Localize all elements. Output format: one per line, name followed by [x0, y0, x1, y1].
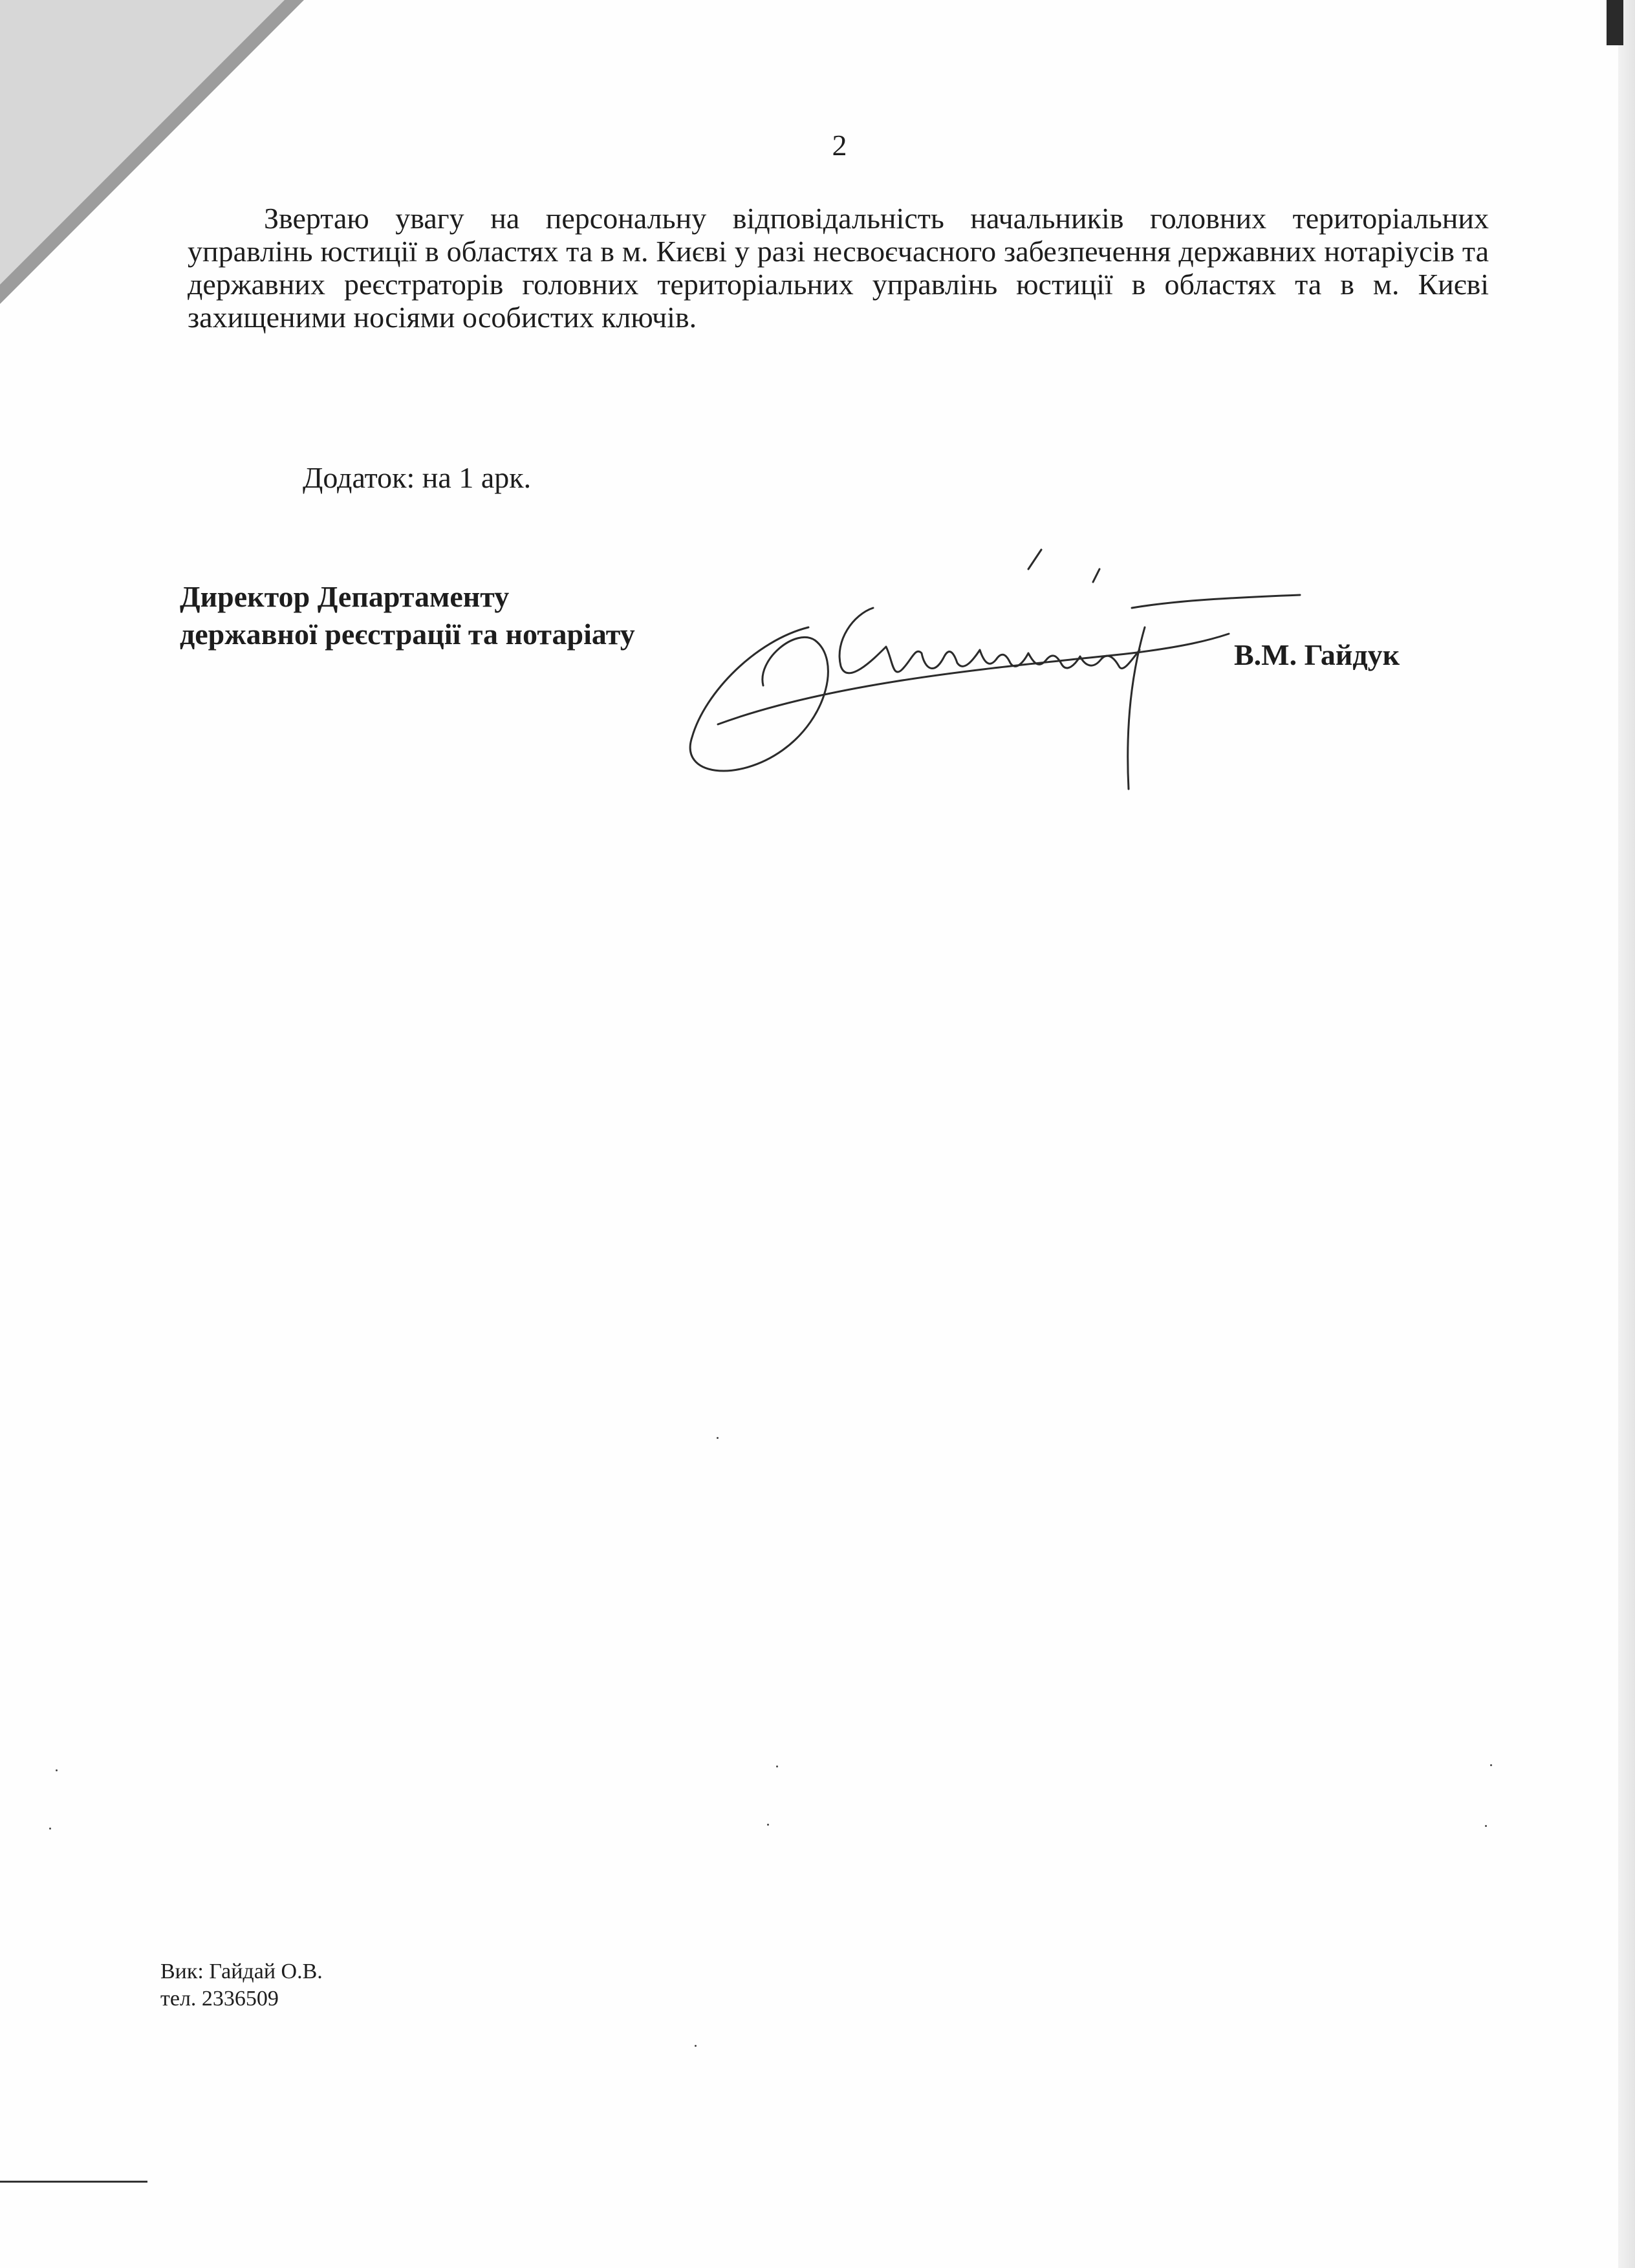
page-edge-shadow: [1618, 0, 1635, 2268]
scan-speck: [767, 1824, 769, 1826]
scan-speck: [56, 1769, 58, 1771]
scan-speck: [776, 1766, 778, 1767]
executor-phone: тел. 2336509: [160, 1987, 279, 2011]
scan-speck: [695, 2045, 697, 2047]
signer-title: [180, 578, 635, 653]
signer-title-line-2: державної реєстрації та нотаріату: [180, 618, 635, 651]
body-paragraph: Звертаю увагу на персональну відповідальність начальників головних територіальних управлінь юстиції в областях та в м. Києві у разі несвоєчасного забезпечення державних нотаріусів та державних реєстраторів головних територіальних управлінь юстиції в областях та в м. Києві захищеними носіями особистих ключів.: [188, 202, 1489, 334]
scan-speck: [717, 1437, 719, 1439]
signer-name: В.М. Гайдук: [1234, 638, 1400, 671]
footer-divider: [0, 2181, 147, 2183]
handwritten-signature: [679, 530, 1326, 802]
scan-speck: [1490, 1764, 1492, 1766]
page-number: 2: [832, 129, 847, 162]
scan-speck: [1485, 1825, 1487, 1827]
executor-info: [160, 1958, 323, 2013]
executor-name: Вик: Гайдай О.В.: [160, 1960, 323, 1983]
scan-mark: [1607, 0, 1623, 45]
signer-title-line-1: Директор Департаменту: [180, 580, 510, 613]
attachment-note: Додаток: на 1 арк.: [303, 461, 532, 494]
scan-speck: [49, 1828, 51, 1830]
